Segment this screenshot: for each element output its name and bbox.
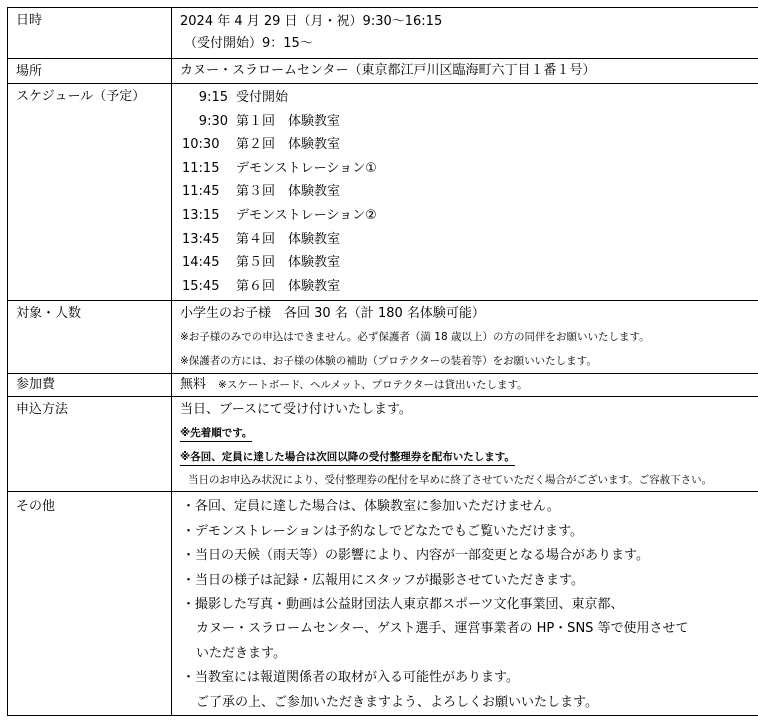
other-item-cont: いただきます。 (196, 645, 286, 661)
label-apply: 申込方法 (8, 397, 172, 492)
schedule-item: 13:45 第４回 体験教室 (182, 231, 341, 247)
schedule-item: 14:45 第５回 体験教室 (182, 255, 341, 271)
label-fee: 参加費 (8, 374, 172, 397)
value-other (172, 492, 758, 716)
apply-note-first-come: ※先着順です。 (180, 421, 758, 445)
other-item-cont: ご了承の上、ご参加いただきますよう、よろしくお願いいたします。 (196, 694, 598, 710)
other-item: ・デモンストレーションは予約なしでどなたでもご覧いただけます。 (182, 523, 584, 539)
target-note-guardian: ※お子様のみでの申込はできません。必ず保護者（満 18 歳以上）の方の同伴をお願いいたします。 (180, 331, 650, 344)
label-date: 日時 (8, 8, 172, 59)
schedule-item: 10:30 第２回 体験教室 (182, 137, 341, 153)
other-item: ・当日の天候（雨天等）の影響により、内容が一部変更となる場合があります。 (182, 548, 649, 564)
value-place (172, 59, 758, 84)
other-item: ・撮影した写真・動画は公益財団法人東京都スポーツ文化事業団、東京都、 (182, 596, 624, 612)
label-schedule: スケジュール（予定） (8, 84, 172, 301)
other-item: ・各回、定員に達した場合は、体験教室に参加いただけません。 (182, 499, 560, 515)
label-other: その他 (8, 492, 172, 716)
other-item-cont: カヌー・スラロームセンター、ゲスト選手、運営事業者の HP・SNS 等で使用させて (196, 621, 689, 637)
row-schedule (8, 84, 758, 301)
row-target (8, 301, 758, 374)
schedule-item: 11:45 第３回 体験教室 (182, 184, 341, 200)
value-apply (172, 397, 758, 492)
fee-note: ※スケートボード、ヘルメット、プロテクターは貸出いたします。 (218, 379, 528, 392)
row-fee (8, 374, 758, 397)
target-main: 小学生のお子様 各回 30 名（計 180 名体験可能） (180, 306, 485, 322)
value-schedule (172, 84, 758, 301)
row-other (8, 492, 758, 716)
apply-note-early-end: 当日のお申込み状況により、受付整理券の配付を早めに終了させていただく場合がございます。ご容赦下さい。 (188, 474, 713, 487)
value-target (172, 301, 758, 374)
schedule-item: 9:15 受付開始 (198, 90, 289, 105)
apply-note-ticket: ※各回、定員に達した場合は次回以降の受付整理券を配布いたします。 (180, 445, 758, 469)
other-item: ・当教室には報道関係者の取材が入る可能性があります。 (182, 670, 519, 686)
event-info-table-wrapper (7, 7, 758, 716)
schedule-item: 11:15 デモンストレーション① (182, 160, 377, 176)
date-line: 2024 年 4 月 29 日（月・祝）9:30～16:15 (180, 14, 443, 29)
label-target: 対象・人数 (8, 301, 172, 374)
schedule-item: 9:30 第１回 体験教室 (198, 113, 341, 129)
event-info-table (7, 7, 758, 716)
reception-start-line: （受付開始）9：15～ (184, 36, 313, 51)
apply-main: 当日、ブースにて受け付けいたします。 (180, 402, 412, 418)
label-place: 場所 (8, 59, 172, 84)
value-date (172, 8, 758, 59)
row-apply (8, 397, 758, 492)
value-fee (172, 374, 758, 397)
target-note-assist: ※保護者の方には、お子様の体験の補助（プロテクターの装着等）をお願いいたします。 (180, 355, 597, 368)
schedule-item: 13:15 デモンストレーション② (182, 207, 377, 223)
fee-value: 無料 (180, 377, 207, 393)
schedule-item: 15:45 第６回 体験教室 (182, 278, 341, 294)
other-item: ・当日の様子は記録・広報用にスタッフが撮影させていただきます。 (182, 572, 584, 588)
row-date (8, 8, 758, 59)
place-text: カヌー・スラロームセンター（東京都江戸川区臨海町六丁目１番１号） (180, 63, 596, 78)
row-place (8, 59, 758, 84)
